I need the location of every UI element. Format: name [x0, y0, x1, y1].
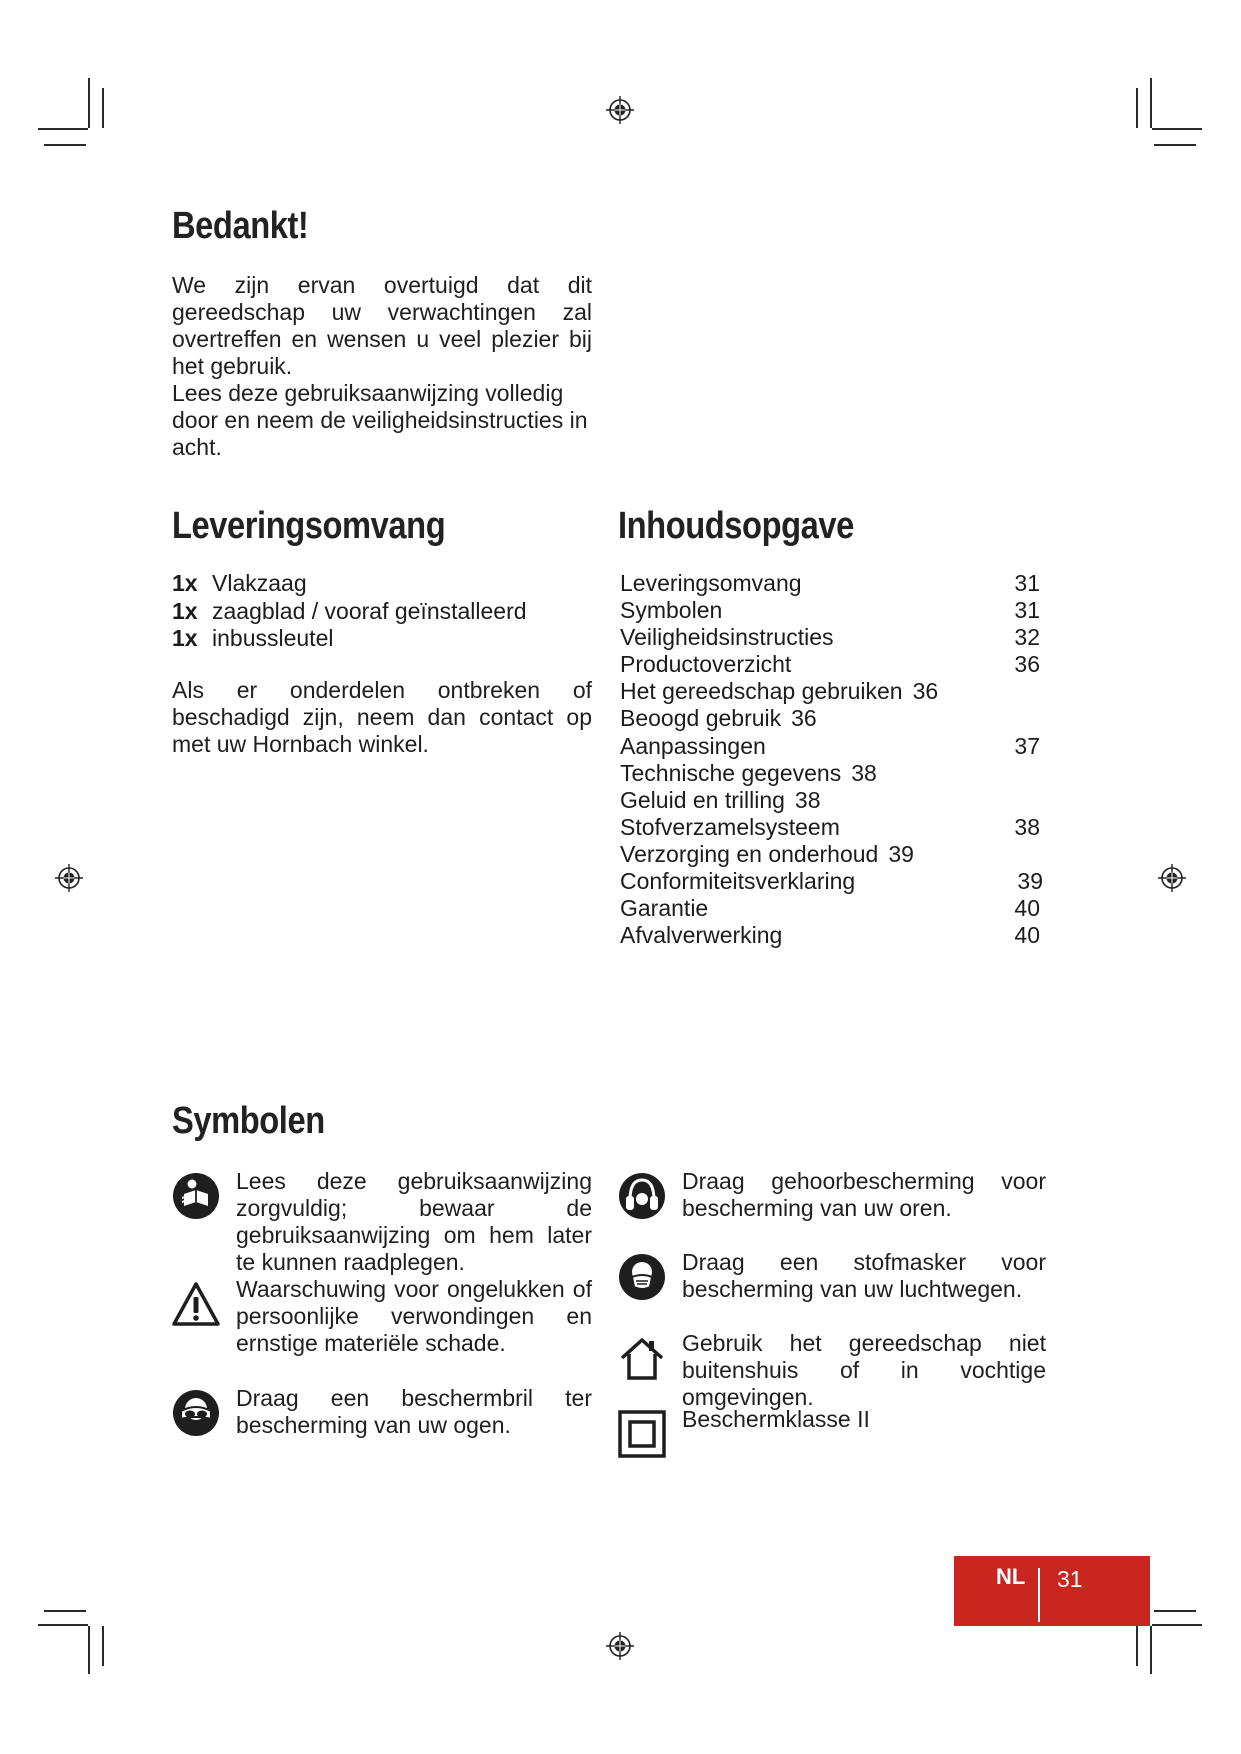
symbol-entry — [618, 1249, 1046, 1303]
symbol-description: Draag een beschermbril ter bescherming van uw ogen. — [236, 1385, 592, 1438]
ear-protection-icon — [618, 1172, 666, 1220]
delivery-item: 1x zaagblad / vooraf geïnstalleerd — [172, 597, 527, 624]
thanks-heading: Bedankt! — [172, 205, 309, 247]
dust-mask-icon — [618, 1253, 666, 1301]
delivery-item: 1x inbussleutel — [172, 625, 334, 651]
toc-entry[interactable]: Symbolen 31 — [620, 597, 1040, 624]
toc-heading: Inhoudsopgave — [618, 505, 854, 547]
symbol-entry — [618, 1168, 1046, 1222]
registration-mark-left-icon — [54, 863, 84, 893]
registration-mark-bottom-icon — [605, 1631, 635, 1661]
symbol-entry — [172, 1168, 592, 1276]
toc-entry[interactable]: Garantie 40 — [620, 895, 1040, 922]
symbol-description: Gebruik het gereedschap niet buitenshuis of in vochtige omgevingen. — [682, 1330, 1046, 1410]
thanks-paragraph-1: We zijn ervan overtuigd dat dit gereedschap uw verwachtingen zal overtreffen en wensen u veel plezier bij het gebruik. — [172, 272, 592, 379]
thanks-paragraph-2: Lees deze gebruiksaanwijzing volledig door en neem de veiligheidsinstructies in acht. — [172, 380, 588, 460]
symbol-entry — [172, 1385, 592, 1439]
warning-triangle-icon — [172, 1280, 220, 1328]
symbol-description: Draag gehoorbescherming voor bescherming van uw oren. — [682, 1168, 1046, 1221]
toc-entry[interactable]: Het gereedschap gebruiken 36 — [620, 678, 939, 705]
symbol-description: Waarschuwing voor ongelukken of persoonlijke verwondingen en ernstige materiële schade. — [236, 1276, 592, 1356]
page-footer-badge — [954, 1556, 1150, 1626]
toc-entry[interactable]: Technische gegevens 38 — [620, 759, 877, 786]
protection-class-ii-icon — [618, 1410, 666, 1458]
table-of-contents — [620, 570, 1043, 949]
symbol-entry — [618, 1406, 1046, 1458]
delivery-note: Als er onderdelen ontbreken of beschadigd zijn, neem dan contact op met uw Hornbach winkel. — [172, 677, 592, 757]
toc-entry[interactable]: Conformiteitsverklaring 39 — [620, 868, 1043, 895]
toc-entry[interactable]: Productoverzicht 36 — [620, 651, 1040, 678]
toc-entry[interactable]: Veiligheidsinstructies 32 — [620, 624, 1040, 651]
toc-entry[interactable]: Verzorging en onderhoud 39 — [620, 840, 914, 867]
delivery-heading: Leveringsomvang — [172, 505, 446, 547]
toc-entry[interactable]: Afvalverwerking 40 — [620, 922, 1040, 949]
symbol-description: Draag een stofmasker voor bescherming van uw luchtwegen. — [682, 1249, 1046, 1302]
toc-entry[interactable]: Aanpassingen 37 — [620, 732, 1040, 759]
delivery-list — [172, 570, 527, 653]
symbol-description: Beschermklasse II — [682, 1406, 870, 1432]
registration-mark-right-icon — [1157, 863, 1187, 893]
symbol-entry — [172, 1276, 592, 1357]
toc-entry[interactable]: Stofverzamelsysteem 38 — [620, 813, 1040, 840]
registration-mark-top-icon — [605, 95, 635, 125]
language-code: NL — [996, 1564, 1026, 1589]
page-number: 31 — [1057, 1566, 1083, 1592]
toc-entry[interactable]: Beoogd gebruik 36 — [620, 705, 817, 732]
delivery-item: 1x Vlakzaag — [172, 570, 307, 596]
symbols-heading: Symbolen — [172, 1100, 325, 1142]
toc-entry[interactable]: Leveringsomvang 31 — [620, 570, 1040, 596]
indoor-use-house-icon — [618, 1334, 666, 1382]
symbol-description: Lees deze gebruiksaanwijzing zorgvuldig; bewaar de gebruiksaanwijzing om hem later te kunnen raadplegen. — [236, 1168, 592, 1275]
footer-divider — [1038, 1568, 1040, 1622]
symbol-entry — [618, 1330, 1046, 1411]
toc-entry[interactable]: Geluid en trilling 38 — [620, 786, 821, 813]
read-manual-icon — [172, 1172, 220, 1220]
thanks-text — [172, 272, 592, 461]
safety-goggles-icon — [172, 1389, 220, 1437]
